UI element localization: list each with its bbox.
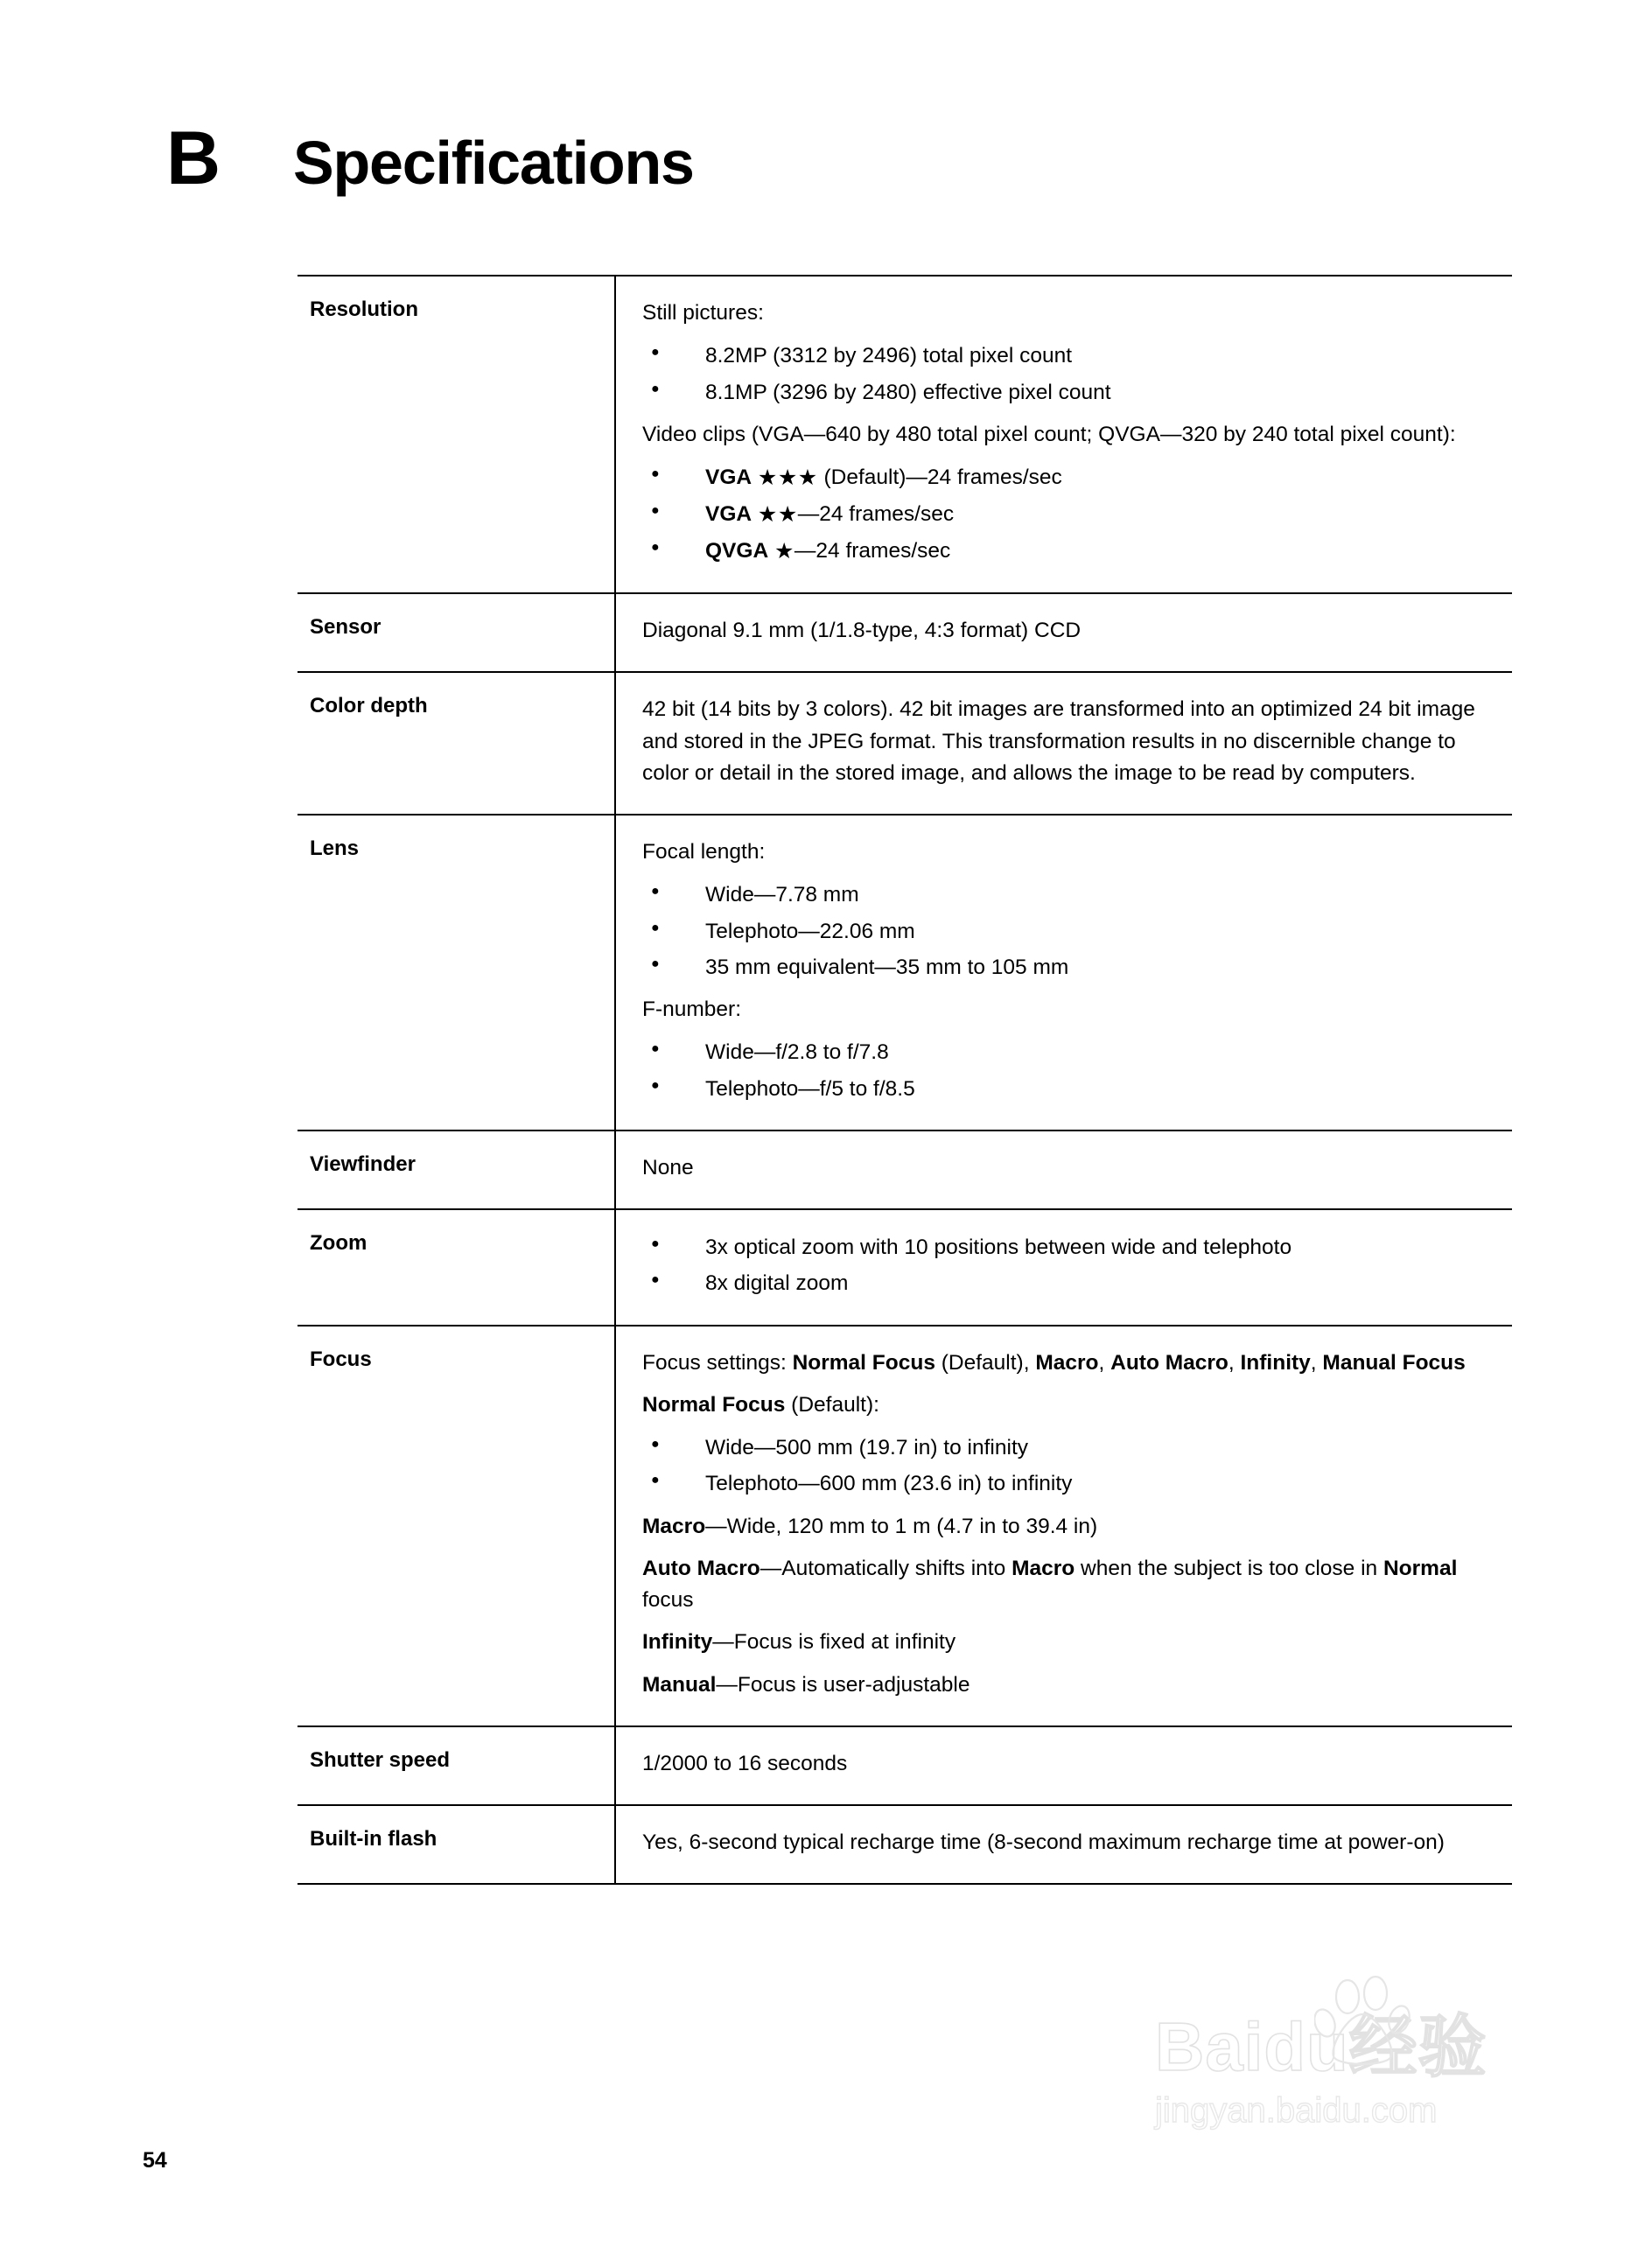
emphasis-text: Auto Macro (1110, 1350, 1228, 1375)
table-row (298, 1209, 1512, 1326)
paragraph (642, 1621, 1496, 1663)
table-row (298, 1130, 1512, 1209)
table-row (298, 276, 1512, 593)
spec-definition (615, 1326, 1512, 1726)
spec-definition (615, 1130, 1512, 1209)
body-text: Focus settings: (642, 1350, 793, 1375)
chapter-letter: B (166, 116, 220, 200)
bullet-list (642, 1226, 1496, 1306)
spec-definition (615, 1805, 1512, 1884)
spec-definition (615, 1209, 1512, 1326)
list-item (642, 459, 1496, 496)
spec-definition (615, 276, 1512, 593)
watermark-brand-cn: 经验 (1348, 2008, 1488, 2085)
emphasis-text: Infinity (642, 1630, 713, 1655)
paragraph (642, 1342, 1496, 1384)
baidu-watermark (1155, 2008, 1558, 2130)
body-text: when the subject is too close in (1074, 1556, 1383, 1580)
body-text: , (1310, 1350, 1323, 1375)
table-row (298, 1805, 1512, 1884)
emphasis-text: Macro (1012, 1556, 1075, 1580)
body-text: —Focus is fixed at infinity (712, 1630, 956, 1655)
watermark-brand: Baidu (1155, 2008, 1349, 2085)
video-mode-detail: —24 frames/sec (794, 539, 951, 564)
paragraph: 42 bit (14 bits by 3 colors). 42 bit images are transformed into an optimized 24 bit image and stored in the JPEG format. This transformation results in no discernible change to color or detail in the stored image, and allows the image to be read by computers. (642, 697, 1475, 785)
star-rating-icon: ★★★ (757, 466, 818, 491)
emphasis-text: Normal Focus (642, 1392, 786, 1417)
paragraph: None (642, 1155, 694, 1180)
list-item: ● Wide—7.78 mm (642, 877, 1496, 913)
video-mode-detail: —24 frames/sec (797, 502, 955, 527)
page-number: 54 (143, 2148, 167, 2173)
list-item: ● Telephoto—22.06 mm (642, 914, 1496, 949)
table-row (298, 1726, 1512, 1805)
list-item: ● Wide—f/2.8 to f/7.8 (642, 1034, 1496, 1070)
body-text: (Default), (934, 1350, 1036, 1375)
paragraph (642, 1506, 1496, 1548)
specifications-table (298, 275, 1512, 1885)
bullet-list (642, 1031, 1496, 1110)
table-row (298, 593, 1512, 672)
list-item: ● Telephoto—600 mm (23.6 in) to infinity (642, 1466, 1496, 1502)
emphasis-text: Infinity (1240, 1350, 1311, 1375)
paragraph (642, 1384, 1496, 1426)
spec-definition (615, 815, 1512, 1130)
spec-term: Shutter speed (310, 1747, 451, 1772)
page-title: Specifications (293, 129, 694, 197)
bullet-list (642, 456, 1496, 573)
list-item: ● 8x digital zoom (642, 1265, 1496, 1301)
paragraph: Diagonal 9.1 mm (1/1.8-type, 4:3 format) CCD (642, 619, 1082, 643)
paragraph: Video clips (VGA—640 by 480 total pixel count; QVGA—320 by 240 total pixel count): (642, 422, 1456, 446)
emphasis-text: Auto Macro (642, 1556, 760, 1580)
spec-term: Sensor (310, 615, 382, 640)
spec-term: Resolution (310, 298, 418, 321)
paragraph: Focal length: (642, 840, 766, 864)
spec-term: Zoom (310, 1231, 368, 1256)
spec-term: Viewfinder (310, 1152, 416, 1176)
list-item: ● Wide—500 mm (19.7 in) to infinity (642, 1430, 1496, 1466)
list-item: ● 35 mm equivalent—35 mm to 105 mm (642, 949, 1496, 985)
spec-definition (615, 593, 1512, 672)
list-item (642, 496, 1496, 533)
bullet-list (642, 1426, 1496, 1506)
list-item: ● 3x optical zoom with 10 positions between wide and telephoto (642, 1229, 1496, 1265)
spec-definition (615, 672, 1512, 815)
body-text: , (1098, 1350, 1111, 1375)
paragraph (642, 1548, 1496, 1622)
emphasis-text: Normal (1382, 1556, 1458, 1580)
paragraph (642, 1664, 1496, 1706)
watermark-url: jingyan.baidu.com (1155, 2091, 1438, 2130)
star-rating-icon: ★★ (757, 502, 798, 528)
spec-term: Color depth (310, 694, 428, 718)
emphasis-text: Macro (1035, 1350, 1099, 1375)
paragraph: F-number: (642, 998, 742, 1022)
body-text: —Wide, 120 mm to 1 m (4.7 in to 39.4 in) (705, 1514, 1098, 1538)
emphasis-text: Manual Focus (1322, 1350, 1466, 1375)
list-item: ● 8.1MP (3296 by 2480) effective pixel count (642, 374, 1496, 410)
body-text: —Focus is user-adjustable (716, 1672, 970, 1697)
table-row (298, 1326, 1512, 1726)
list-item (642, 533, 1496, 570)
video-mode-detail: (Default)—24 frames/sec (817, 466, 1062, 490)
paragraph: Yes, 6-second typical recharge time (8-second maximum recharge time at power-on) (642, 1830, 1445, 1855)
body-text: —Automatically shifts into (760, 1556, 1012, 1580)
paw-icon (1314, 1974, 1419, 2070)
emphasis-text: Manual (642, 1672, 717, 1697)
body-text: (Default): (785, 1392, 879, 1417)
paragraph: 1/2000 to 16 seconds (642, 1751, 848, 1775)
video-mode-label: VGA (705, 502, 752, 527)
emphasis-text: Normal Focus (792, 1350, 935, 1375)
body-text: , (1228, 1350, 1241, 1375)
body-text: focus (642, 1588, 694, 1613)
spec-term: Lens (310, 836, 360, 861)
spec-term: Built-in flash (310, 1827, 438, 1852)
spec-term: Focus (310, 1347, 372, 1371)
video-mode-label: QVGA (705, 539, 769, 564)
list-item: ● 8.2MP (3312 by 2496) total pixel count (642, 338, 1496, 374)
table-row (298, 672, 1512, 815)
bullet-list (642, 334, 1496, 414)
list-item: ● Telephoto—f/5 to f/8.5 (642, 1071, 1496, 1107)
table-row (298, 815, 1512, 1130)
paragraph: Still pictures: (642, 301, 764, 325)
video-mode-label: VGA (705, 466, 752, 490)
emphasis-text: Macro (642, 1514, 706, 1538)
bullet-list (642, 873, 1496, 989)
chapter-header (166, 116, 694, 200)
spec-definition (615, 1726, 1512, 1805)
star-rating-icon: ★ (774, 539, 794, 564)
watermark-brand-row (1155, 2008, 1558, 2085)
